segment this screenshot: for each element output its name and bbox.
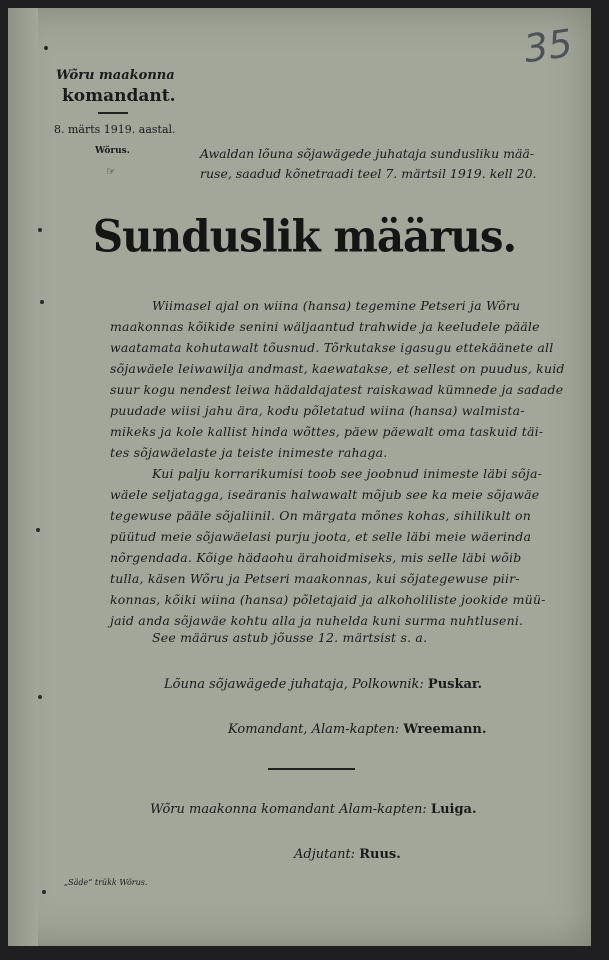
signature-adjutant <box>294 847 401 862</box>
signature-kommandant <box>228 722 486 737</box>
body-line: wäele seljatagga, iseäranis halwawalt mõjub see ka meie sõjawäe <box>110 487 540 502</box>
body-line: jaid anda sõjawäe kohtu alla ja nuhelda kuni surma nuhtluseni. <box>110 613 524 628</box>
binding-hole <box>42 890 46 894</box>
binding-hole <box>36 528 40 532</box>
signature-kommandant-title: Komandant, Alam-kapten: <box>228 722 400 737</box>
header-place: Wõrus. <box>95 146 130 156</box>
body-line: Kui palju korrarikumisi toob see joobnud inimeste läbi sõja- <box>152 466 543 481</box>
binding-hole <box>44 46 48 50</box>
signature-kommandant-name: Wreemann. <box>403 722 487 737</box>
body-line: mikeks ja kole kallist hinda wõttes, päew päewalt oma taskuid täi- <box>110 424 544 439</box>
printer-imprint: „Säde“ trükk Wõrus. <box>64 878 148 887</box>
body-line: sõjawäele leiwawilja andmast, kaewatakse, et sellest on puudus, kuid <box>110 361 565 376</box>
signature-adjutant-name: Ruus. <box>359 847 401 862</box>
binding-hole <box>40 300 44 304</box>
document-title: Sunduslik määrus. <box>92 210 517 263</box>
body-line: See määrus astub jõusse 12. märtsist s. a. <box>152 630 428 645</box>
body-line: tes sõjawäelaste ja teiste inimeste rahaga. <box>110 445 388 460</box>
signature-county-name: Luiga. <box>430 802 477 817</box>
body-line: puudade wiisi jahu ära, kodu põletatud wiina (hansa) walmista- <box>110 403 525 418</box>
signature-commander-title: Lõuna sõjawägede juhataja, Polkownik: <box>164 677 424 692</box>
body-line: suur kogu nendest leiwa hädaldajatest raiskawad kümnede ja sadade <box>110 382 564 397</box>
body-line: maakonnas kõikide senini wäljaantud trahwide ja keeludele pääle <box>110 319 540 334</box>
body-line: waatamata kohutawalt tõusnud. Tõrkutakse igasugu ettekäänete all <box>110 340 554 355</box>
header-office-line1: Wõru maakonna <box>56 68 175 83</box>
body-line: püütud meie sõjawäelasi purju joota, et selle läbi meie wäerinda <box>110 529 532 544</box>
page-number-handwritten: 35 <box>521 20 576 72</box>
intro-line: Awaldan lõuna sõjawägede juhataja sundusliku mää- <box>200 146 535 161</box>
signature-county <box>150 802 477 817</box>
header-date: 8. märts 1919. aastal. <box>54 123 176 136</box>
header-divider <box>98 112 128 114</box>
signature-county-title: Wõru maakonna komandant Alam-kapten: <box>150 802 427 817</box>
intro-line: ruse, saadud kõnetraadi teel 7. märtsil 1919. kell 20. <box>200 166 537 181</box>
body-line: tulla, käsen Wõru ja Petseri maakonnas, kui sõjategewuse piir- <box>110 571 520 586</box>
header-office-line2: komandant. <box>62 86 176 106</box>
body-line: konnas, kõiki wiina (hansa) põletajaid ja alkoholiliste jookide müü- <box>110 592 546 607</box>
signature-divider <box>268 768 355 770</box>
binding-edge <box>8 8 38 946</box>
signature-commander <box>164 677 482 692</box>
binding-hole <box>38 695 42 699</box>
pointing-hand-icon: ☞ <box>106 165 116 178</box>
body-line: nõrgendada. Kõige hädaohu ärahoidmiseks, mis selle läbi wõib <box>110 550 522 565</box>
signature-commander-name: Puskar. <box>427 677 483 692</box>
body-line: Wiimasel ajal on wiina (hansa) tegemine Petseri ja Wõru <box>152 298 521 313</box>
signature-adjutant-title: Adjutant: <box>294 847 356 862</box>
body-line: tegewuse pääle sõjaliinil. On märgata mõnes kohas, sihilikult on <box>110 508 531 523</box>
